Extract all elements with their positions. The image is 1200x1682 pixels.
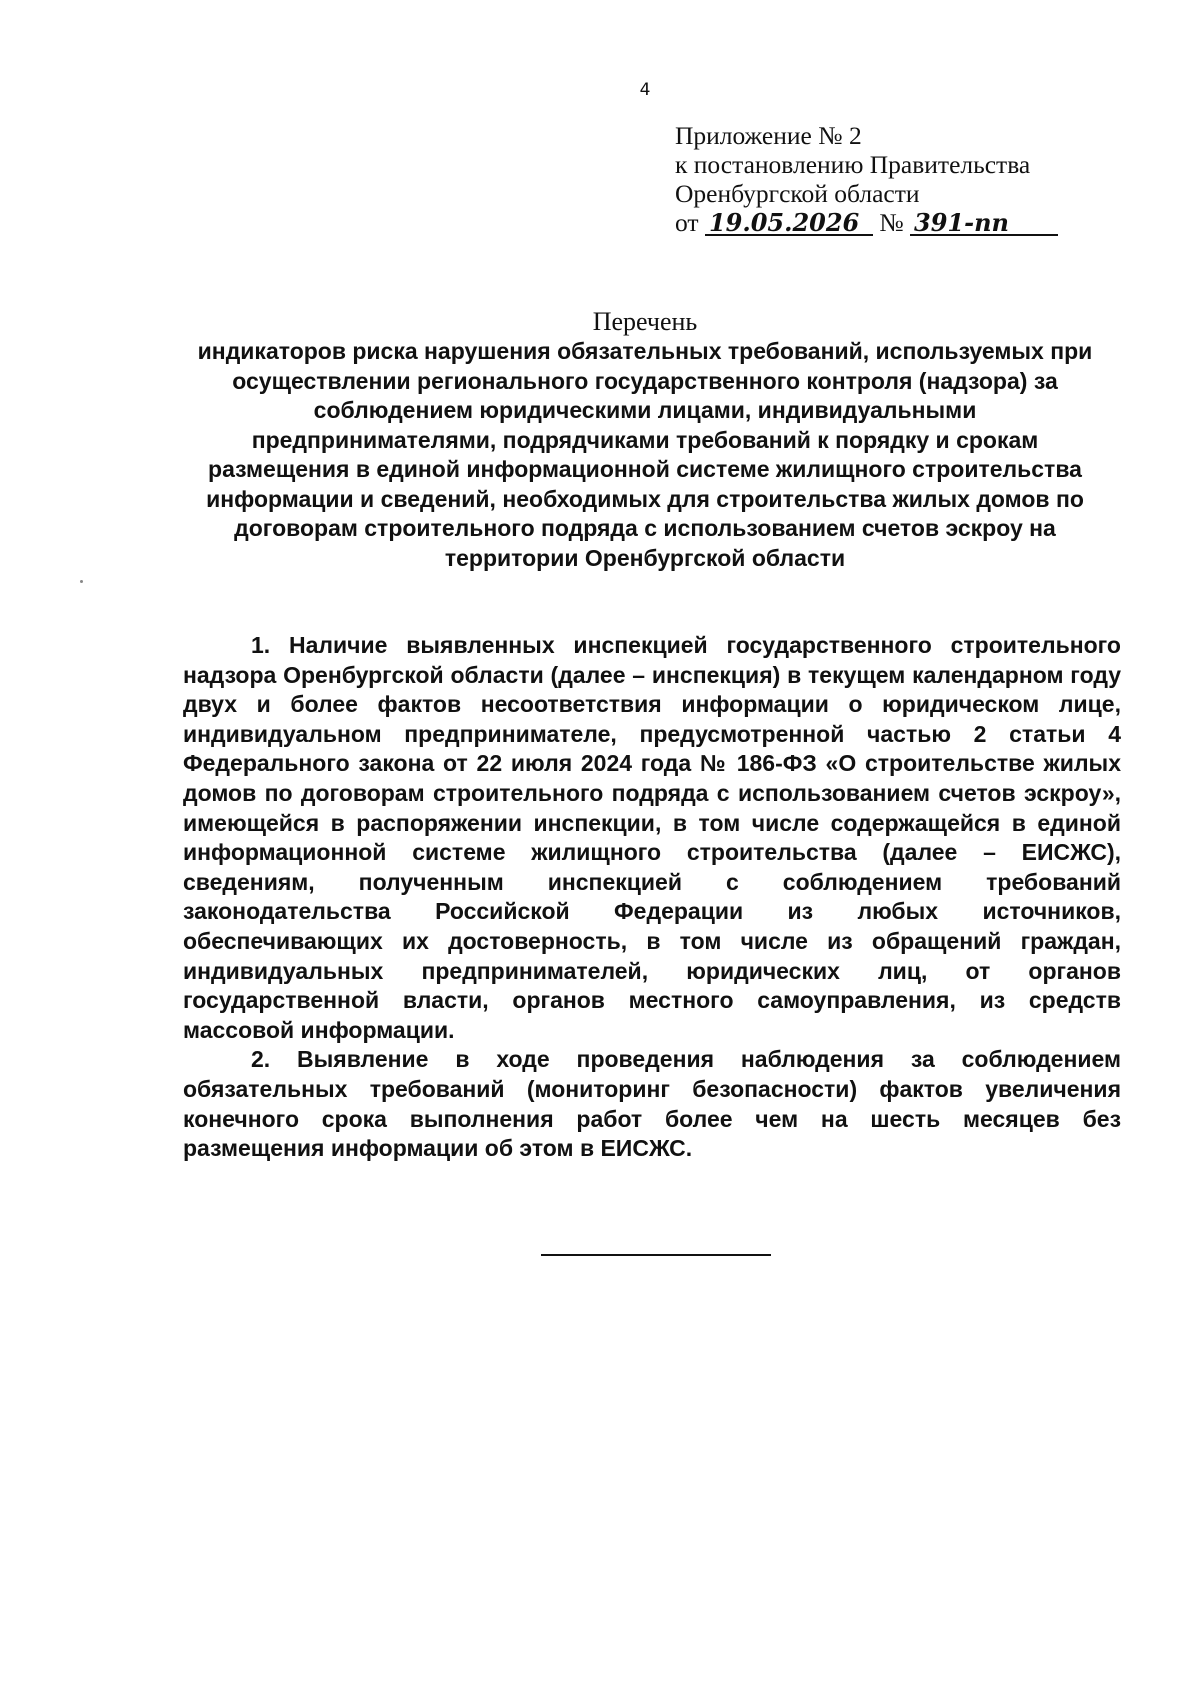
closing-divider (541, 1254, 771, 1256)
appendix-line-2: к постановлению Правительства (675, 150, 1031, 179)
number-prefix: № (879, 208, 904, 237)
date-prefix: от (675, 208, 699, 237)
document-title (160, 307, 1130, 573)
document-body (183, 631, 1121, 1164)
title-line: договорам строительного подряда с использованием счетов эскроу на (234, 515, 1056, 541)
appendix-line-1: Приложение № 2 (675, 121, 862, 150)
list-item: 2. Выявление в ходе проведения наблюдения за соблюдением обязательных требований (мониторинг безопасности) фактов увеличения конечного срока выполнения работ более чем на шесть месяцев без размещения информации об этом в ЕИСЖС. (183, 1046, 1121, 1162)
title-heading: Перечень (592, 307, 698, 336)
scan-speck (80, 580, 83, 583)
appendix-header (675, 121, 1058, 237)
title-subtitle (160, 337, 1130, 573)
handwritten-number: 391-пп (910, 212, 1058, 236)
appendix-date-line (675, 208, 1058, 237)
list-item: 1. Наличие выявленных инспекцией государственного строительного надзора Оренбургской области (далее – инспекция) в текущем календарном году двух и более фактов несоответствия информации о юридическом лице, индивидуальном предпринимателе, предусмотренной частью 2 статьи 4 Федерального закона от 22 июля 2024 года № 186-ФЗ «О строительстве жилых домов по договорам строительного подряда с использованием счетов эскроу», имеющейся в распоряжении инспекции, в том числе содержащейся в единой информационной системе жилищного строительства (далее – ЕИСЖС), сведениям, полученным инспекцией с соблюдением требований законодательства Российской Федерации из любых источников, обеспечивающих их достоверность, в том числе из обращений граждан, индивидуальных предпринимателей, юридических лиц, от органов государственной власти, органов местного самоуправления, из средств массовой информации. (183, 632, 1121, 1043)
title-line: предпринимателями, подрядчиками требований к порядку и срокам (251, 426, 1039, 453)
title-line: индикаторов риска нарушения обязательных требований, используемых при (197, 338, 1093, 364)
handwritten-date: 19.05.2026 (705, 212, 873, 236)
appendix-line-3: Оренбургской области (675, 179, 920, 208)
page-number: 4 (639, 80, 651, 100)
title-line: территории Оренбургской области (444, 544, 846, 571)
title-line: соблюдением юридическими лицами, индивидуальными (313, 397, 977, 423)
title-line: информации и сведений, необходимых для строительства жилых домов по (206, 485, 1084, 512)
title-line: размещения в единой информационной системе жилищного строительства (208, 456, 1082, 482)
title-line: осуществлении регионального государственного контроля (надзора) за (232, 367, 1058, 394)
